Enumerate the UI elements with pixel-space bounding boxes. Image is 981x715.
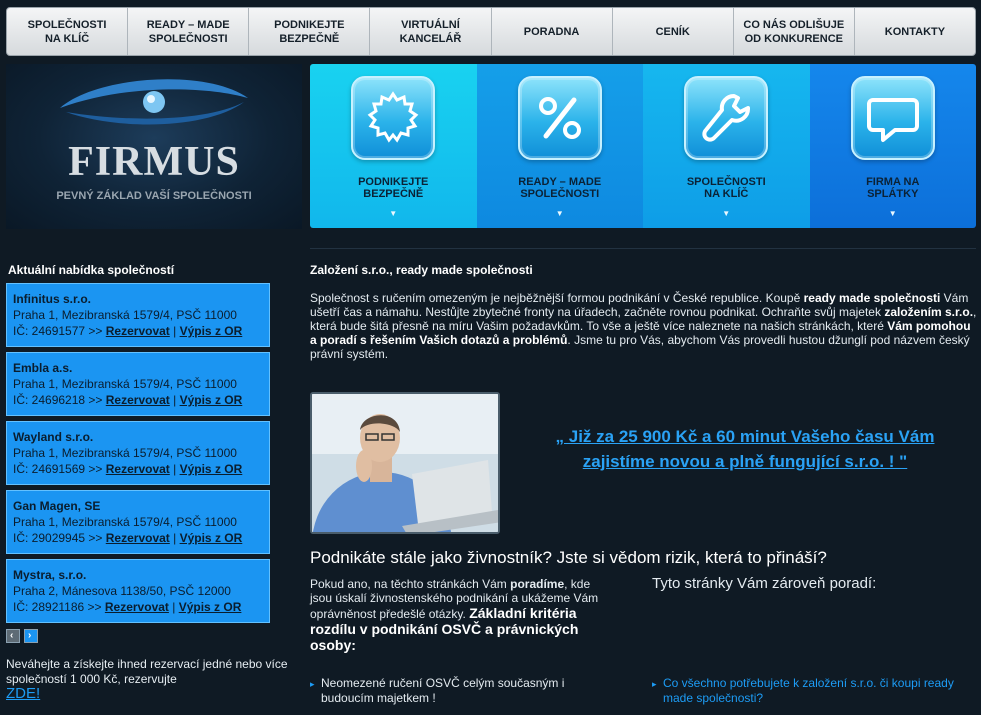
intro-text: Společnost s ručením omezeným je nejběžnější formou podnikání v České republice. Koupě	[310, 291, 804, 305]
extract-link[interactable]: Výpis z OR	[179, 393, 243, 407]
bullet-arrow-icon: ▸	[652, 679, 657, 689]
offer-name: Infinitus s.r.o.	[13, 292, 92, 306]
page-title: Založení s.r.o., ready made společnosti	[310, 263, 533, 277]
promo-quote-link[interactable]: „ Již za 25 900 Kč a 60 minut Vašeho času Vám zajistíme novou a plně fungující s.r.o. ! "	[555, 427, 935, 471]
intro-paragraph	[310, 291, 978, 361]
extract-link[interactable]: Výpis z OR	[179, 324, 243, 338]
nav-virtualni-kancelar[interactable]: VIRTUÁLNÍ KANCELÁŘ	[370, 8, 491, 55]
businessman-photo	[310, 392, 500, 534]
top-navigation	[6, 7, 976, 56]
offer-address: Praha 1, Mezibranská 1579/4, PSČ 11000	[13, 515, 237, 529]
next-page-button[interactable]	[24, 629, 38, 643]
section-heading: Podnikáte stále jako živnostník? Jste si vědom rizik, která to přináší?	[310, 548, 827, 567]
offer-ic: IČ: 24696218 >>	[13, 393, 103, 407]
intro-text: Vám ušetří čas a námahu. Nestůjte zbytečné fronty na úřadech, začněte rovnou podnikat. Ochraňte svůj majetek	[310, 291, 969, 319]
reserve-link[interactable]: Rezervovat	[104, 600, 169, 614]
offer-name: Mystra, s.r.o.	[13, 568, 87, 582]
offer-ic: IČ: 28921186 >>	[13, 600, 102, 614]
feature-panel	[310, 64, 976, 228]
osvc-text-2: , kde jsou úskalí živnostenského podnikání a ukážeme Vám oprávněnost předešlé otázky.	[310, 577, 599, 621]
intro-bold: založením s.r.o.	[884, 305, 974, 319]
feature-label: FIRMA NA SPLÁTKY	[866, 176, 920, 200]
nav-poradna[interactable]: PORADNA	[492, 8, 613, 55]
feature-firma-na-splatky[interactable]	[810, 64, 977, 228]
offer-name: Wayland s.r.o.	[13, 430, 94, 444]
logo[interactable]	[6, 64, 302, 229]
reservation-link[interactable]: ZDE!	[6, 685, 41, 702]
list-item	[310, 676, 610, 706]
offer-ic: IČ: 24691569 >>	[13, 462, 103, 476]
offer-card: Gan Magen, SE Praha 1, Mezibranská 1579/4, PSČ 11000 IČ: 29029945 >> Rezervovat | Výpis z OR	[6, 490, 270, 554]
advice-heading: Tyto stránky Vám zároveň poradí:	[652, 575, 877, 592]
seal-icon	[351, 76, 435, 160]
offer-card: Embla a.s. Praha 1, Mezibranská 1579/4, PSČ 11000 IČ: 24696218 >> Rezervovat | Výpis z OR	[6, 352, 270, 416]
extract-link[interactable]: Výpis z OR	[178, 600, 242, 614]
reserve-link[interactable]: Rezervovat	[105, 531, 170, 545]
feature-spolecnosti-na-klic[interactable]	[643, 64, 810, 228]
feature-label: PODNIKEJTE BEZPEČNĚ	[358, 176, 429, 200]
criteria-heading: Základní kritéria rozdílu v podnikání OSVČ a právnických osoby:	[310, 605, 579, 653]
reserve-link[interactable]: Rezervovat	[105, 393, 170, 407]
chevron-down-icon: ▼	[555, 209, 564, 218]
nav-ready-made[interactable]: READY – MADE SPOLEČNOSTI	[128, 8, 249, 55]
speech-bubble-icon	[851, 76, 935, 160]
chevron-down-icon: ▼	[389, 209, 398, 218]
prev-page-button[interactable]	[6, 629, 20, 643]
osvc-text-1: Pokud ano, na těchto stránkách Vám	[310, 577, 511, 591]
offer-address: Praha 1, Mezibranská 1579/4, PSČ 11000	[13, 377, 237, 391]
nav-spolecnosti-na-klic[interactable]: SPOLEČNOSTI NA KLÍČ	[7, 8, 128, 55]
list-item-text: Neomezené ručení OSVČ celým současným i budoucím majetkem !	[321, 676, 565, 705]
intro-bold: Vám pomohou a poradí s řešením Vašich dotazů a problémů	[310, 319, 971, 347]
bullet-arrow-icon: ▸	[310, 679, 315, 689]
feature-label: SPOLEČNOSTI NA KLÍČ	[686, 176, 766, 200]
offers-heading: Aktuální nabídka společností	[8, 263, 175, 277]
offer-address: Praha 1, Mezibranská 1579/4, PSČ 11000	[13, 308, 237, 322]
eye-logo-icon	[56, 68, 252, 138]
logo-tagline: PEVNÝ ZÁKLAD VAŠÍ SPOLEČNOSTI	[56, 190, 252, 202]
offer-name: Gan Magen, SE	[13, 499, 101, 513]
chevron-left-icon: ‹	[10, 630, 14, 641]
intro-text: . Jsme tu pro Vás, abychom Vás provedli hustou džunglí pod názvem český právní systém.	[310, 333, 970, 361]
nav-co-nas-odlisuje[interactable]: CO NÁS ODLIŠUJE OD KONKURENCE	[734, 8, 855, 55]
extract-link[interactable]: Výpis z OR	[179, 531, 243, 545]
feature-label: READY – MADE SPOLEČNOSTI	[518, 176, 602, 200]
offer-address: Praha 1, Mezibranská 1579/4, PSČ 11000	[13, 446, 237, 460]
extract-link[interactable]: Výpis z OR	[179, 462, 243, 476]
offer-address: Praha 2, Mánesova 1138/50, PSČ 12000	[13, 584, 231, 598]
intro-bold: ready made společnosti	[803, 291, 941, 305]
offer-ic: IČ: 29029945 >>	[13, 531, 103, 545]
reserve-link[interactable]: Rezervovat	[105, 324, 170, 338]
list-item-link[interactable]	[652, 676, 972, 706]
nav-kontakty[interactable]: KONTAKTY	[884, 25, 946, 38]
percent-icon	[518, 76, 602, 160]
offer-card: Mystra, s.r.o. Praha 2, Mánesova 1138/50, PSČ 12000 IČ: 28921186 >> Rezervovat | Výpis z OR	[6, 559, 270, 623]
chevron-down-icon: ▼	[722, 209, 731, 218]
chevron-down-icon: ▼	[888, 209, 897, 218]
offer-name: Embla a.s.	[13, 361, 73, 375]
divider	[310, 248, 976, 249]
logo-name: FIRMUS	[68, 139, 240, 185]
offer-ic: IČ: 24691577 >>	[13, 324, 103, 338]
offer-card: Infinitus s.r.o. Praha 1, Mezibranská 1579/4, PSČ 11000 IČ: 24691577 >> Rezervovat | Výpis z OR	[6, 283, 270, 347]
list-item-text: Co všechno potřebujete k založení s.r.o. či koupi ready made společnosti?	[663, 676, 954, 705]
reservation-text: Neváhejte a získejte ihned rezervací jedné nebo více společností 1 000 Kč, rezervujte	[6, 657, 288, 686]
reserve-link[interactable]: Rezervovat	[105, 462, 170, 476]
osvc-bold: poradíme	[510, 577, 565, 591]
osvc-text	[310, 577, 610, 653]
nav-podnikejte-bezpecne[interactable]: PODNIKEJTE BEZPEČNĚ	[249, 8, 370, 55]
intro-text: , která bude šitá přesně na míru Vašim požadavkům. To vše a ještě více naleznete na našich stránkách, které	[310, 305, 977, 333]
nav-cenik[interactable]: CENÍK	[613, 8, 734, 55]
feature-podnikejte-bezpecne[interactable]	[310, 64, 477, 228]
feature-ready-made[interactable]	[477, 64, 644, 228]
chevron-right-icon: ›	[28, 630, 32, 641]
wrench-icon	[684, 76, 768, 160]
offer-card: Wayland s.r.o. Praha 1, Mezibranská 1579/4, PSČ 11000 IČ: 24691569 >> Rezervovat | Výpis z OR	[6, 421, 270, 485]
